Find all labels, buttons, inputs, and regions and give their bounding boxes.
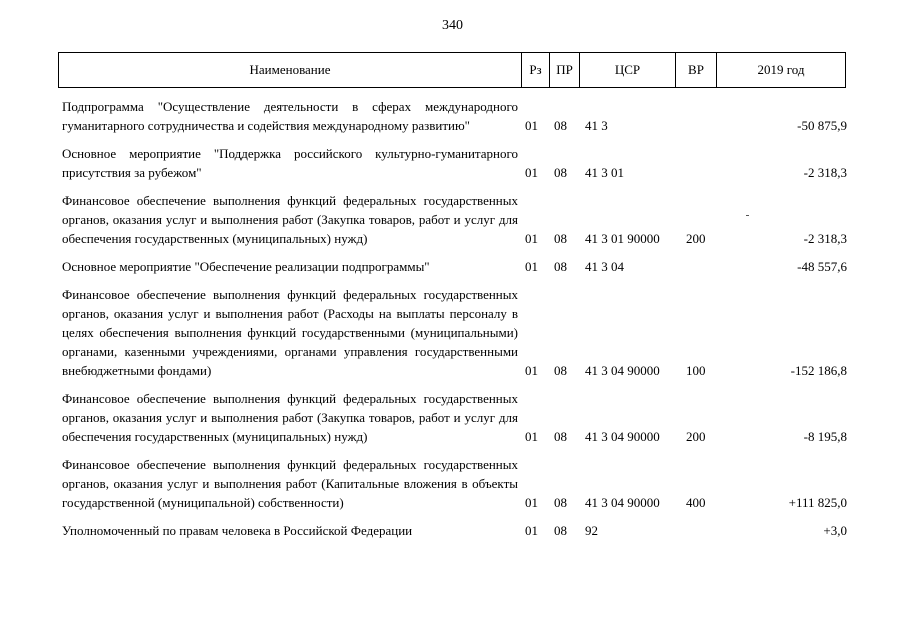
- row-pr: 08: [554, 118, 567, 133]
- row-name: Уполномоченный по правам человека в Российской Федерации: [62, 523, 413, 538]
- table-row: [0, 389, 905, 446]
- row-csr: 41 3 04: [585, 259, 624, 274]
- row-sum: -2 318,3: [803, 165, 847, 180]
- row-csr: 92: [585, 523, 598, 538]
- table-row: [0, 285, 905, 380]
- row-csr: 41 3 01 90000: [585, 231, 660, 246]
- row-rz: 01: [525, 231, 538, 246]
- row-rz: 01: [525, 523, 538, 538]
- table-body: [0, 97, 905, 549]
- header-vr: ВР: [676, 53, 717, 87]
- page-number: 340: [442, 18, 463, 33]
- row-pr: 08: [554, 231, 567, 246]
- row-sum: -8 195,8: [803, 429, 847, 444]
- row-pr: 08: [554, 429, 567, 444]
- row-sum: +3,0: [823, 523, 847, 538]
- row-sum: +111 825,0: [788, 495, 847, 510]
- table-row: [0, 191, 905, 248]
- row-rz: 01: [525, 363, 538, 378]
- row-name: Подпрограмма "Осуществление деятельности в сферах международного гуманитарного сотрудничества и содействия международному развитию": [62, 99, 518, 133]
- row-csr: 41 3 04 90000: [585, 495, 660, 510]
- row-pr: 08: [554, 165, 567, 180]
- row-vr: 100: [686, 363, 706, 378]
- row-pr: 08: [554, 495, 567, 510]
- row-name: Финансовое обеспечение выполнения функций федеральных государственных органов, оказания услуг и выполнения работ (Закупка товаров, работ и услуг для обеспечения государственных (муниципальных) нужд): [62, 193, 518, 246]
- row-rz: 01: [525, 165, 538, 180]
- row-rz: 01: [525, 118, 538, 133]
- header-year: 2019 год: [757, 62, 805, 77]
- table-row: [0, 455, 905, 512]
- row-csr: 41 3 04 90000: [585, 363, 660, 378]
- row-csr: 41 3 01: [585, 165, 624, 180]
- row-vr: 200: [686, 429, 706, 444]
- table-header: [58, 52, 846, 88]
- table-row: [0, 521, 905, 540]
- row-rz: 01: [525, 495, 538, 510]
- row-csr: 41 3 04 90000: [585, 429, 660, 444]
- header-csr: ЦСР: [580, 53, 676, 87]
- row-rz: 01: [525, 429, 538, 444]
- row-vr: 400: [686, 495, 706, 510]
- row-sum: -48 557,6: [797, 259, 847, 274]
- row-vr: 200: [686, 231, 706, 246]
- row-name: Финансовое обеспечение выполнения функций федеральных государственных органов, оказания услуг и выполнения работ (Закупка товаров, работ и услуг для обеспечения государственных (муниципальных) нужд): [62, 391, 518, 444]
- row-sum: -50 875,9: [797, 118, 847, 133]
- row-rz: 01: [525, 259, 538, 274]
- table-row: [0, 97, 905, 135]
- table-row: [0, 144, 905, 182]
- header-name: Наименование: [59, 53, 522, 87]
- row-name: Основное мероприятие "Поддержка российского культурно-гуманитарного присутствия за рубежом": [62, 146, 518, 180]
- row-sum: -2 318,3: [803, 231, 847, 246]
- row-name: Финансовое обеспечение выполнения функций федеральных государственных органов, оказания услуг и выполнения работ (Расходы на выплаты персоналу в целях обеспечения выполнения функций государственными (муниципальными) органами, казенными учреждениями, органами управления государственными внебюджетными фондами): [62, 287, 518, 378]
- row-csr: 41 3: [585, 118, 608, 133]
- row-pr: 08: [554, 363, 567, 378]
- row-name: Основное мероприятие "Обеспечение реализации подпрограммы": [62, 259, 430, 274]
- table-row: [0, 257, 905, 276]
- header-pr: ПР: [550, 53, 580, 87]
- row-pr: 08: [554, 259, 567, 274]
- header-rz: Рз: [522, 53, 550, 87]
- row-sum: -152 186,8: [790, 363, 847, 378]
- row-pr: 08: [554, 523, 567, 538]
- row-name: Финансовое обеспечение выполнения функций федеральных государственных органов, оказания услуг и выполнения работ (Капитальные вложения в объекты государственной (муниципальной) собственности): [62, 457, 518, 510]
